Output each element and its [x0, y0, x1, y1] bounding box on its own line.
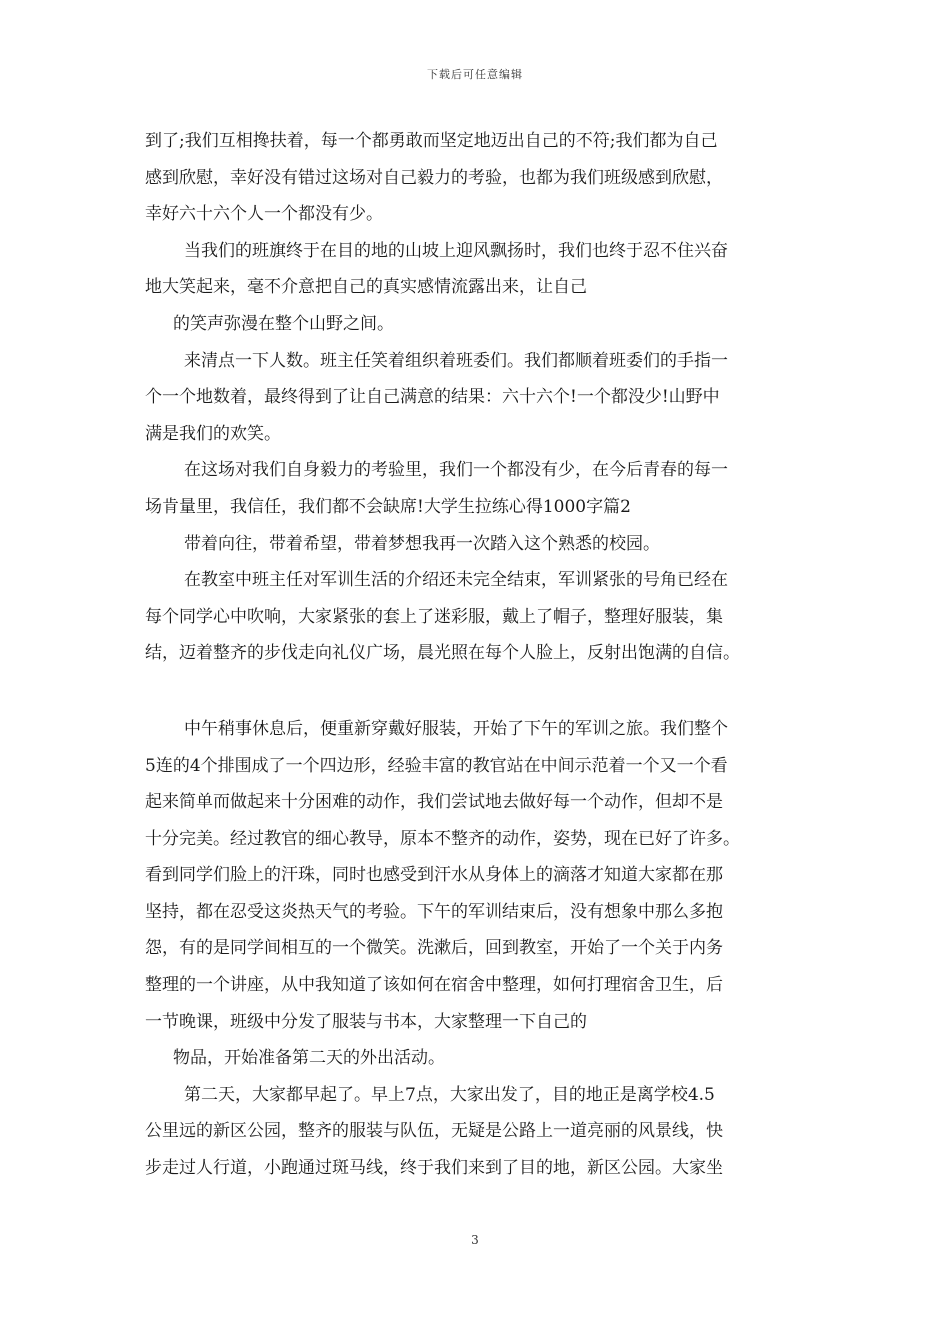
- text-line: 满是我们的欢笑。: [145, 423, 281, 444]
- text-line: 来清点一下人数。班主任笑着组织着班委们。我们都顺着班委们的手指一: [184, 350, 728, 371]
- text-line: 整理的一个讲座，从中我知道了该如何在宿舍中整理，如何打理宿舍卫生，后: [145, 975, 723, 996]
- page-header: 下载后可任意编辑: [427, 68, 523, 81]
- text-line: 幸好六十六个人一个都没有少。: [145, 204, 383, 225]
- text-line: 带着向往，带着希望，带着梦想我再一次踏入这个熟悉的校园。: [184, 533, 660, 554]
- text-line: 感到欣慰，幸好没有错过这场对自己毅力的考验，也都为我们班级感到欣慰，: [145, 167, 723, 188]
- text-line: 当我们的班旗终于在目的地的山坡上迎风飘扬时，我们也终于忍不住兴奋: [184, 240, 728, 261]
- text-line: 第二天，大家都早起了。早上7点，大家出发了，目的地正是离学校4.5: [184, 1084, 715, 1105]
- text-line: 个一个地数着，最终得到了让自己满意的结果：六十六个!一个都没少!山野中: [145, 387, 720, 408]
- text-line: 坚持，都在忍受这炎热天气的考验。下午的军训结束后，没有想象中那么多抱: [145, 901, 723, 922]
- text-line: 中午稍事休息后，便重新穿戴好服装，开始了下午的军训之旅。我们整个: [184, 718, 728, 739]
- text-line: 起来简单而做起来十分困难的动作，我们尝试地去做好每一个动作，但却不是: [145, 792, 723, 813]
- text-line: 场肯量里，我信任，我们都不会缺席!大学生拉练心得1000字篇2: [145, 496, 631, 517]
- text-line: 每个同学心中吹响，大家紧张的套上了迷彩服，戴上了帽子，整理好服装，集: [145, 606, 723, 627]
- paragraph-gap: [145, 672, 815, 711]
- text-line: 的笑声弥漫在整个山野之间。: [173, 313, 394, 334]
- text-line: 物品，开始准备第二天的外出活动。: [173, 1048, 445, 1069]
- text-line: 步走过人行道，小跑通过斑马线，终于我们来到了目的地，新区公园。大家坐: [145, 1158, 723, 1179]
- text-line: 一节晚课，班级中分发了服装与书本，大家整理一下自己的: [145, 1011, 587, 1032]
- text-line: 5连的4个排围成了一个四边形，经验丰富的教官站在中间示范着一个又一个看: [145, 755, 728, 776]
- text-line: 结，迈着整齐的步伐走向礼仪广场，晨光照在每个人脸上，反射出饱满的自信。: [145, 643, 740, 664]
- text-line: 公里远的新区公园，整齐的服装与队伍，无疑是公路上一道亮丽的风景线，快: [145, 1121, 723, 1142]
- text-line: 看到同学们脸上的汗珠，同时也感受到汗水从身体上的滴落才知道大家都在那: [145, 865, 723, 886]
- text-line: 在这场对我们自身毅力的考验里，我们一个都没有少，在今后青春的每一: [184, 460, 728, 481]
- text-line: 地大笑起来，毫不介意把自己的真实感情流露出来，让自己: [145, 277, 587, 298]
- text-line: 到了;我们互相搀扶着，每一个都勇敢而坚定地迈出自己的不符;我们都为自己: [145, 131, 718, 151]
- page-number: 3: [471, 1233, 479, 1247]
- text-line: 怨，有的是同学间相互的一个微笑。洗漱后，回到教室，开始了一个关于内务: [145, 938, 723, 959]
- text-line: 在教室中班主任对军训生活的介绍还未完全结束，军训紧张的号角已经在: [184, 570, 728, 591]
- document-body: [145, 123, 815, 1187]
- text-line: 十分完美。经过教官的细心教导，原本不整齐的动作，姿势，现在已好了许多。: [145, 828, 740, 849]
